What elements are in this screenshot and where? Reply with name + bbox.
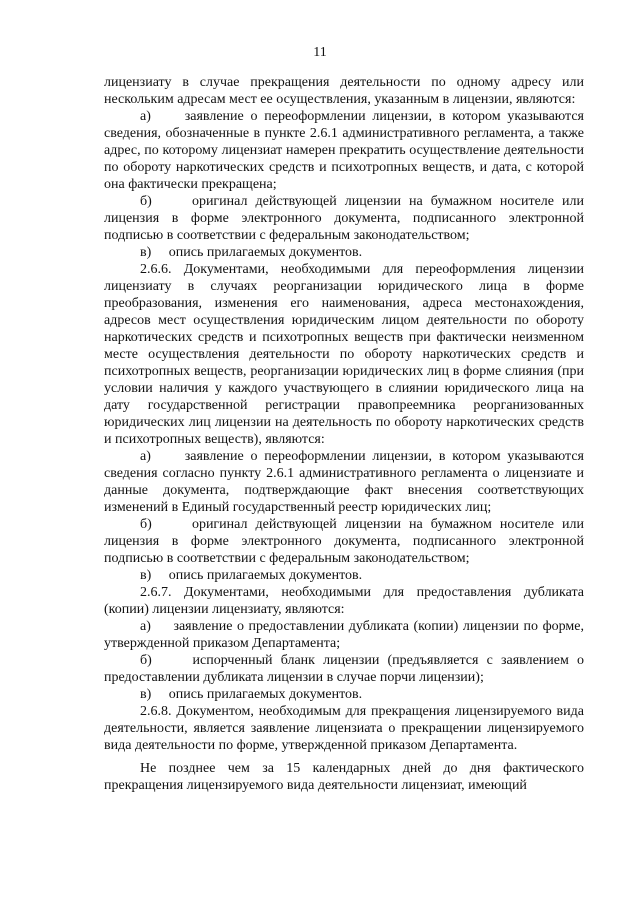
list-item-c: в) опись прилагаемых документов. (140, 687, 363, 702)
list-item-a: а) заявление о переоформлении лицензии, в котором указываются сведения согласно пункту 2.6.1 административного регламента о лицензиате и данные документа, подтверждающие факт внесения соответствующих изменений в Единый государственный реестр юридических лиц; (104, 449, 584, 515)
list-item-b: б) испорченный бланк лицензии (предъявляется с заявлением о предоставлении дубликата лицензии в случае порчи лицензии); (104, 653, 584, 685)
list-item-c: в) опись прилагаемых документов. (140, 245, 363, 260)
paragraph-deadline: Не позднее чем за 15 календарных дней до дня фактического прекращения лицензируемого вида деятельности лицензиат, имеющий (104, 761, 584, 793)
list-item-b: б) оригинал действующей лицензии на бумажном носителе или лицензия в форме электронного документа, подписанного электронной подписью в соответствии с федеральным законодательством; (104, 194, 584, 243)
list-item-b: б) оригинал действующей лицензии на бумажном носителе или лицензия в форме электронного документа, подписанного электронной подписью в соответствии с федеральным законодательством; (104, 517, 584, 566)
clause-2-6-6: 2.6.6. Документами, необходимыми для переоформления лицензии лицензиату в случаях реорганизации юридического лица в форме преобразования, изменения его наименования, адреса местонахождения, адресов мест осуществления юридическим лицом деятельности по обороту наркотических средств и психотропных веществ при фактически неизменном месте осуществления деятельности по обороту наркотических средств и психотропных веществ, реорганизации юридических лиц в форме слияния (при условии наличия у каждого участвующего в слиянии юридического лица на дату государственной регистрации правопреемника реорганизованных юридических лиц лицензии на деятельность по обороту наркотических средств и психотропных веществ), являются: (104, 262, 584, 447)
list-item-a: а) заявление о переоформлении лицензии, в котором указываются сведения, обозначенные в пункте 2.6.1 административного регламента, а также адрес, по которому лицензиат намерен прекратить осуществление деятельности по обороту наркотических средств и психотропных веществ, и дата, с которой она фактически прекращена; (104, 109, 584, 192)
list-item-a: а) заявление о предоставлении дубликата (копии) лицензии по форме, утвержденной приказом Департамента; (104, 619, 584, 651)
clause-2-6-7: 2.6.7. Документами, необходимыми для предоставления дубликата (копии) лицензии лицензиату, являются: (104, 585, 584, 617)
paragraph-continuation: лицензиату в случае прекращения деятельности по одному адресу или нескольким адресам мест ее осуществления, указанным в лицензии, являются: (104, 75, 584, 107)
list-item-c: в) опись прилагаемых документов. (140, 568, 363, 583)
document-body (104, 74, 584, 794)
clause-2-6-8: 2.6.8. Документом, необходимым для прекращения лицензируемого вида деятельности, является заявление лицензиата о прекращении лицензируемого вида деятельности по форме, утвержденной приказом Департамента. (104, 704, 584, 753)
page-number: 11 (313, 45, 327, 60)
